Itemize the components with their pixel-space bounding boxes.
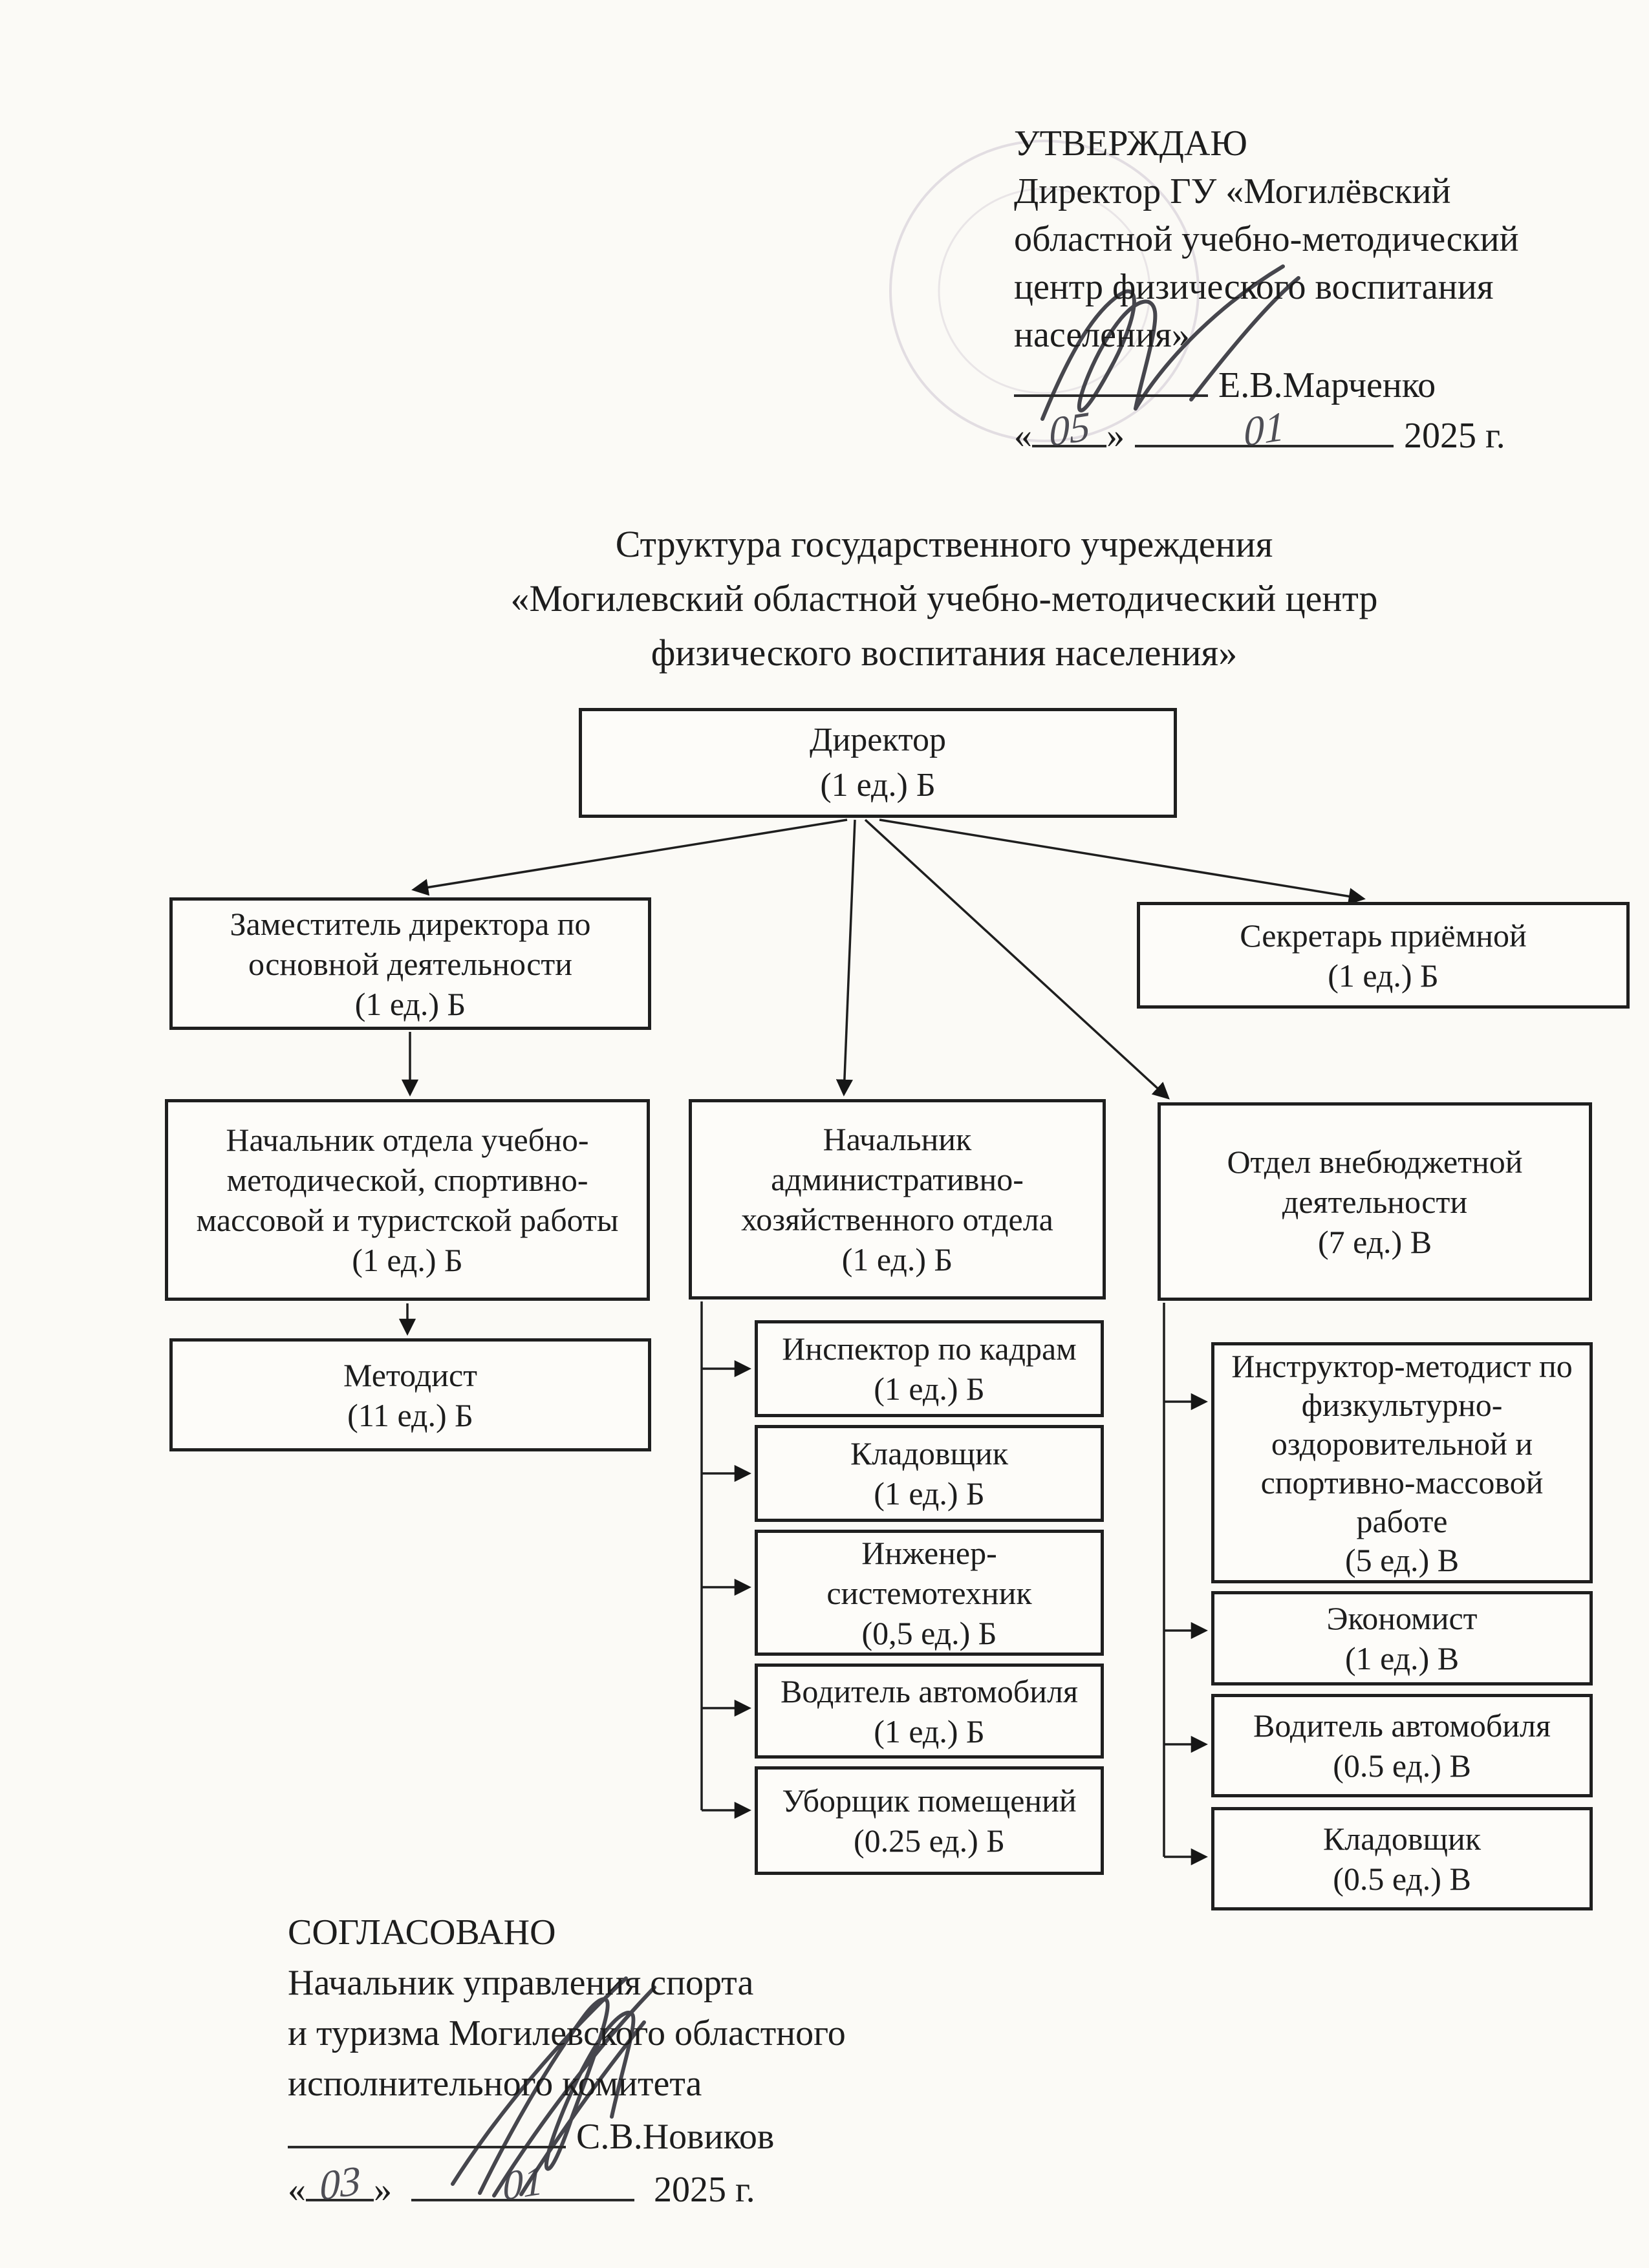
approve-block	[1014, 120, 1596, 460]
node-title: Методист	[343, 1356, 477, 1393]
quote-close: »	[1106, 416, 1125, 456]
node-count: (1 ед.) Б	[1328, 957, 1439, 994]
agree-month-blank	[411, 2156, 634, 2210]
approve-month-handwritten: 01	[1243, 402, 1286, 456]
org-node-head-admin-dept	[689, 1099, 1106, 1300]
node-title: Уборщик помещений	[782, 1782, 1077, 1819]
org-node-hr-inspector	[755, 1320, 1104, 1417]
node-count: (1 ед.) Б	[820, 767, 936, 804]
quote-close: »	[374, 2170, 392, 2210]
node-count: (0.5 ед.) В	[1333, 1748, 1471, 1784]
agree-signature-blank	[288, 2146, 566, 2148]
org-node-director	[579, 708, 1177, 818]
node-count: (0,5 ед.) Б	[861, 1614, 997, 1651]
node-title: Экономист	[1326, 1600, 1478, 1636]
node-count: (1 ед.) В	[1344, 1640, 1460, 1676]
agree-block	[288, 1907, 1128, 2215]
org-node-deputy-director	[169, 897, 651, 1030]
node-title: Заместитель директора по основной деятельности	[230, 905, 591, 982]
node-count: (0.5 ед.) В	[1333, 1861, 1471, 1897]
node-title: Начальник отдела учебно-методической, спортивно-массовой и туристской работы	[196, 1122, 619, 1238]
title-line-2: «Могилевский областной учебно-методический центр	[510, 577, 1378, 619]
node-count: (0.25 ед.) Б	[854, 1823, 1005, 1859]
agree-signatory-name: С.В.Новиков	[576, 2117, 775, 2157]
approve-signature-line	[1014, 361, 1596, 409]
approve-line: Директор ГУ «Могилёвский	[1014, 171, 1451, 211]
agree-day-handwritten: 03	[319, 2156, 361, 2210]
org-node-driver-extrabudget	[1211, 1694, 1593, 1797]
org-node-systems-engineer	[755, 1530, 1104, 1656]
org-node-extrabudgetary-dept	[1158, 1102, 1592, 1301]
node-title: Начальник административно-хозяйственного отдела	[741, 1121, 1053, 1237]
org-node-storekeeper-budget	[755, 1425, 1104, 1522]
approve-heading: УТВЕРЖДАЮ	[1014, 123, 1247, 164]
node-count: (1 ед.) Б	[352, 1242, 463, 1278]
org-node-head-edu-method-dept	[165, 1099, 650, 1301]
org-node-storekeeper-extrabudget	[1211, 1807, 1593, 1910]
agree-line: и туризма Могилевского областного	[288, 2013, 846, 2053]
approve-day-handwritten: 05	[1048, 402, 1090, 456]
agree-day-blank	[306, 2156, 374, 2210]
org-node-reception-secretary	[1137, 902, 1630, 1009]
title-line-3: физического воспитания населения»	[651, 632, 1238, 674]
agree-month-handwritten: 01	[502, 2156, 544, 2210]
agree-year: 2025 г.	[654, 2170, 755, 2210]
approve-day-blank	[1032, 402, 1106, 456]
approve-signatory-name: Е.В.Марченко	[1218, 365, 1436, 405]
org-node-driver-budget	[755, 1664, 1104, 1759]
agree-line: Начальник управления спорта	[288, 1963, 754, 2003]
node-title: Водитель автомобиля	[781, 1673, 1078, 1709]
agree-heading: СОГЛАСОВАНО	[288, 1912, 556, 1952]
node-title: Водитель автомобиля	[1253, 1707, 1551, 1744]
node-count: (1 ед.) Б	[874, 1713, 985, 1749]
node-count: (1 ед.) Б	[354, 985, 466, 1022]
node-count: (1 ед.) Б	[874, 1475, 985, 1512]
agree-signature-line	[288, 2112, 1128, 2162]
approve-signature-blank	[1014, 394, 1208, 397]
approve-line: центр физического воспитания	[1014, 267, 1494, 307]
org-node-economist	[1211, 1591, 1593, 1685]
approve-month-blank	[1135, 402, 1394, 456]
title-line-1: Структура государственного учреждения	[615, 523, 1273, 565]
node-title: Директор	[810, 722, 946, 758]
node-title: Кладовщик	[1322, 1821, 1482, 1857]
node-count: (1 ед.) Б	[841, 1241, 953, 1278]
node-count: (1 ед.) Б	[874, 1371, 985, 1407]
node-count: (5 ед.) В	[1344, 1541, 1460, 1578]
agree-line: исполнительного комитета	[288, 2064, 702, 2104]
org-node-instructor-methodist	[1211, 1342, 1593, 1583]
node-title: Кладовщик	[850, 1435, 1009, 1471]
quote-open: «	[1014, 416, 1032, 456]
node-title: Отдел внебюджетной деятельности	[1227, 1143, 1523, 1220]
agree-date-line	[288, 2156, 1128, 2215]
org-node-methodist	[169, 1338, 651, 1451]
approve-date-line	[1014, 402, 1596, 460]
node-title: Секретарь приёмной	[1240, 917, 1527, 954]
document-title	[414, 517, 1474, 680]
node-title: Инженер-системотехник	[826, 1534, 1032, 1611]
node-count: (7 ед.) В	[1317, 1223, 1432, 1260]
org-node-cleaner	[755, 1766, 1104, 1875]
node-count: (11 ед.) Б	[347, 1396, 473, 1433]
approve-line: населения»	[1014, 315, 1190, 355]
approve-line: областной учебно-методический	[1014, 219, 1519, 259]
node-title: Инспектор по кадрам	[782, 1331, 1077, 1367]
approve-year: 2025 г.	[1404, 416, 1505, 456]
quote-open: «	[288, 2170, 306, 2210]
node-title: Инструктор-методист по физкультурно-оздоровительной и спортивно-массовой работе	[1231, 1347, 1573, 1539]
